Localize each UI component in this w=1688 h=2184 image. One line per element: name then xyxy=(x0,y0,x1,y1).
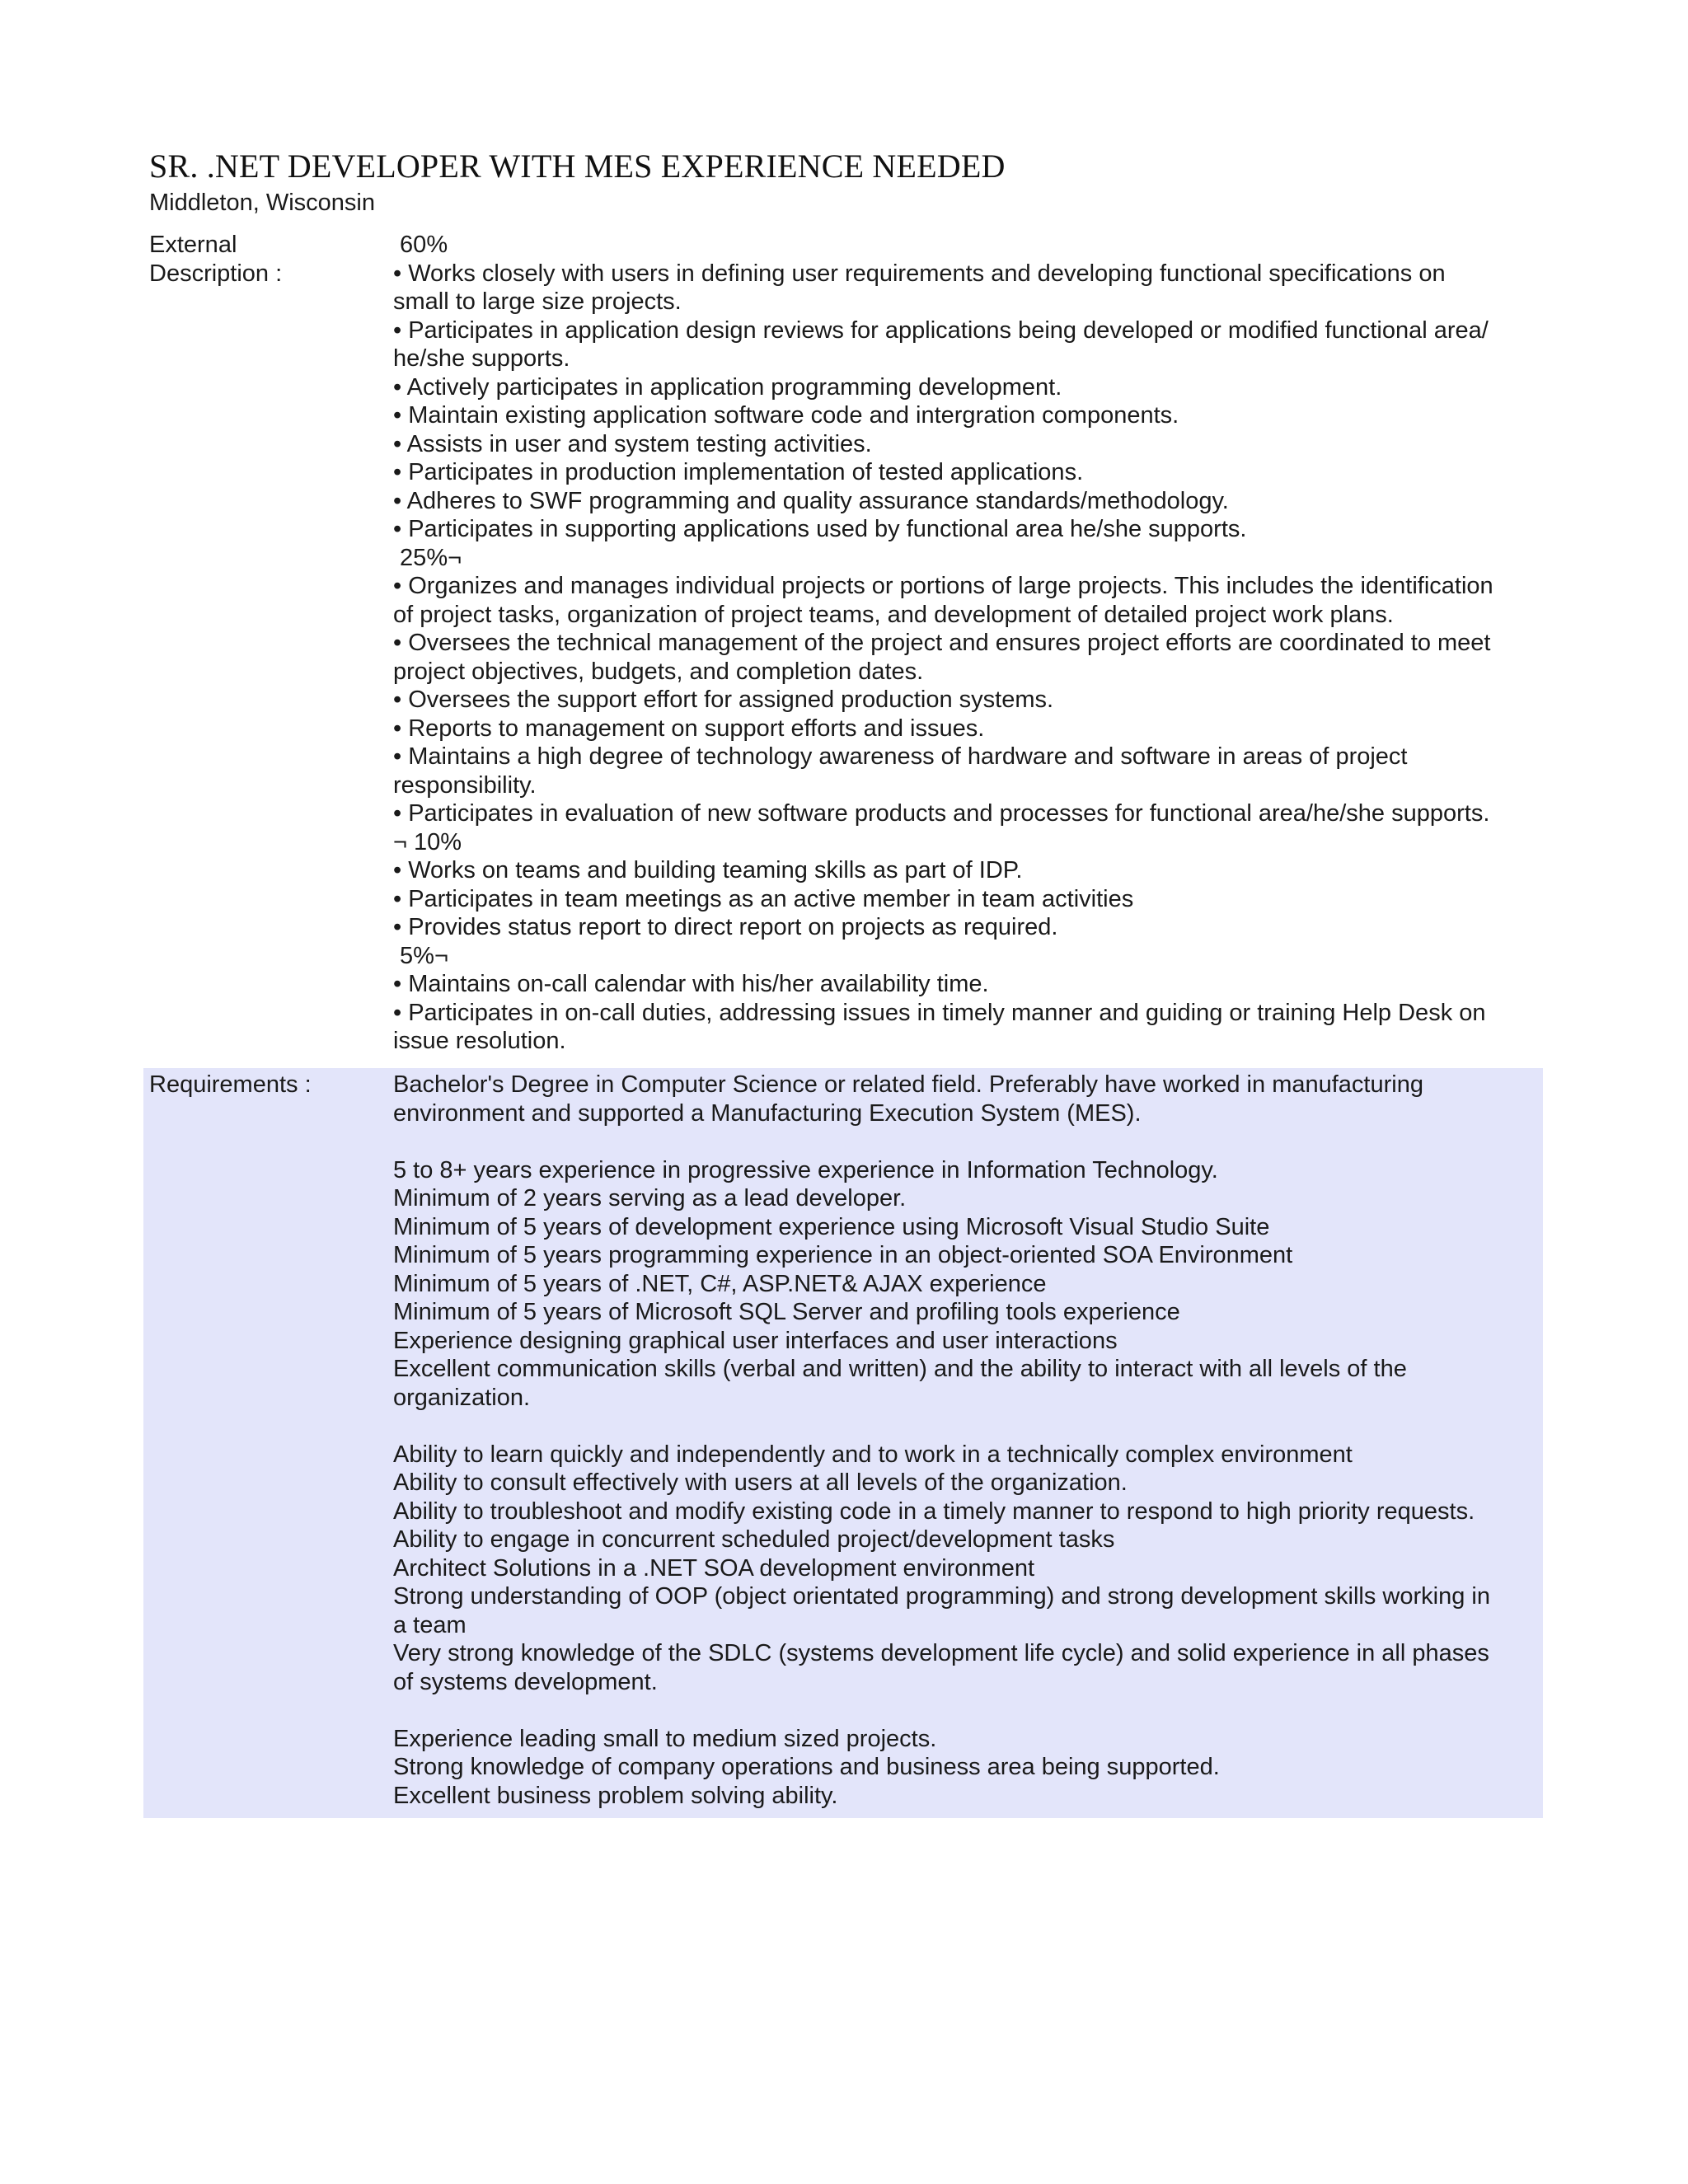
description-line: • Organizes and manages individual projects or portions of large projects. This includes the identification xyxy=(393,573,1493,599)
description-line: • Reports to management on support efforts and issues. xyxy=(393,715,985,742)
requirements-line: Minimum of 5 years of development experience using Microsoft Visual Studio Suite xyxy=(393,1213,1270,1240)
requirements-line: Minimum of 5 years of .NET, C#, ASP.NET& AJAX experience xyxy=(393,1270,1047,1297)
requirements-line: 5 to 8+ years experience in progressive experience in Information Technology. xyxy=(393,1156,1218,1183)
description-line: • Maintains on-call calendar with his/her availability time. xyxy=(393,971,989,997)
requirements-line: Ability to learn quickly and independently and to work in a technically complex environment xyxy=(393,1441,1353,1468)
requirements-line: of systems development. xyxy=(393,1668,658,1695)
requirements-line: a team xyxy=(393,1611,467,1638)
description-line: small to large size projects. xyxy=(393,288,682,315)
requirements-line: Ability to engage in concurrent scheduled project/development tasks xyxy=(393,1526,1115,1553)
description-line: • Participates in team meetings as an active member in team activities xyxy=(393,885,1134,912)
description-line: • Oversees the support effort for assigned production systems. xyxy=(393,687,1054,713)
requirements-label: Requirements : xyxy=(149,1071,312,1098)
description-line: • Maintains a high degree of technology awareness of hardware and software in areas of project xyxy=(393,743,1408,770)
requirements-line: Minimum of 5 years of Microsoft SQL Server and profiling tools experience xyxy=(393,1299,1180,1325)
job-title: SR. .NET DEVELOPER WITH MES EXPERIENCE NEEDED xyxy=(149,148,1006,185)
requirements-line: Very strong knowledge of the SDLC (systems development life cycle) and solid experience in all phases xyxy=(393,1640,1489,1666)
description-line: • Works on teams and building teaming skills as part of IDP. xyxy=(393,857,1023,883)
description-line: 60% xyxy=(393,232,448,258)
description-line: • Participates in on-call duties, addressing issues in timely manner and guiding or training Help Desk on xyxy=(393,999,1486,1026)
description-line: of project tasks, organization of project teams, and development of detailed project work plans. xyxy=(393,601,1394,628)
description-line: ¬ 10% xyxy=(393,828,462,855)
requirements-blank-line xyxy=(393,1412,1543,1441)
description-line: project objectives, budgets, and completion dates. xyxy=(393,658,924,685)
requirements-line: Excellent business problem solving ability. xyxy=(393,1782,838,1809)
description-content xyxy=(393,231,1543,1056)
description-line: • Works closely with users in defining user requirements and developing functional specifications on xyxy=(393,260,1446,287)
description-line: he/she supports. xyxy=(393,345,570,372)
requirements-line: Bachelor's Degree in Computer Science or related field. Preferably have worked in manufacturing xyxy=(393,1071,1423,1098)
requirements-section xyxy=(143,1068,1543,1818)
requirements-line: Ability to troubleshoot and modify existing code in a timely manner to respond to high priority requests. xyxy=(393,1497,1475,1525)
requirements-line: Ability to consult effectively with users at all levels of the organization. xyxy=(393,1469,1128,1496)
description-label-line-2: Description : xyxy=(149,260,283,287)
description-line: • Participates in supporting applications used by functional area he/she supports. xyxy=(393,516,1247,542)
requirements-line: Excellent communication skills (verbal and written) and the ability to interact with all levels of the xyxy=(393,1356,1407,1382)
requirements-line: Strong knowledge of company operations and business area being supported. xyxy=(393,1754,1220,1780)
description-line: 5%¬ xyxy=(393,942,448,969)
requirements-line: environment and supported a Manufacturing Execution System (MES). xyxy=(393,1099,1142,1127)
description-line: issue resolution. xyxy=(393,1028,566,1054)
description-label-line-1: External xyxy=(149,232,237,258)
description-line: • Assists in user and system testing activities. xyxy=(393,430,872,457)
requirements-line: Architect Solutions in a .NET SOA development environment xyxy=(393,1554,1035,1582)
description-line: 25%¬ xyxy=(393,544,462,571)
description-line: responsibility. xyxy=(393,771,537,799)
requirements-line: Minimum of 2 years serving as a lead developer. xyxy=(393,1185,907,1212)
description-line: • Participates in production implementation of tested applications. xyxy=(393,459,1084,485)
requirements-line: Experience designing graphical user interfaces and user interactions xyxy=(393,1327,1118,1354)
requirements-content xyxy=(393,1071,1543,1810)
requirements-line: Experience leading small to medium sized projects. xyxy=(393,1725,937,1752)
requirements-line: organization. xyxy=(393,1384,531,1411)
description-line: • Adheres to SWF programming and quality assurance standards/methodology. xyxy=(393,487,1229,514)
description-line: • Participates in application design reviews for applications being developed or modified functional area/ xyxy=(393,316,1489,344)
description-line: • Participates in evaluation of new software products and processes for functional area/he/she supports. xyxy=(393,800,1490,827)
description-line: • Provides status report to direct report on projects as required. xyxy=(393,914,1058,940)
requirements-blank-line xyxy=(393,1127,1543,1156)
description-line: • Maintain existing application software code and intergration components. xyxy=(393,402,1179,429)
job-location: Middleton, Wisconsin xyxy=(149,190,375,216)
description-label xyxy=(149,231,282,288)
description-line: • Actively participates in application programming development. xyxy=(393,373,1062,401)
requirements-line: Minimum of 5 years programming experience in an object-oriented SOA Environment xyxy=(393,1242,1293,1268)
requirements-line: Strong understanding of OOP (object orientated programming) and strong development skills working in xyxy=(393,1583,1490,1610)
description-line: • Oversees the technical management of the project and ensures project efforts are coordinated to meet xyxy=(393,630,1491,656)
requirements-blank-line xyxy=(393,1696,1543,1725)
